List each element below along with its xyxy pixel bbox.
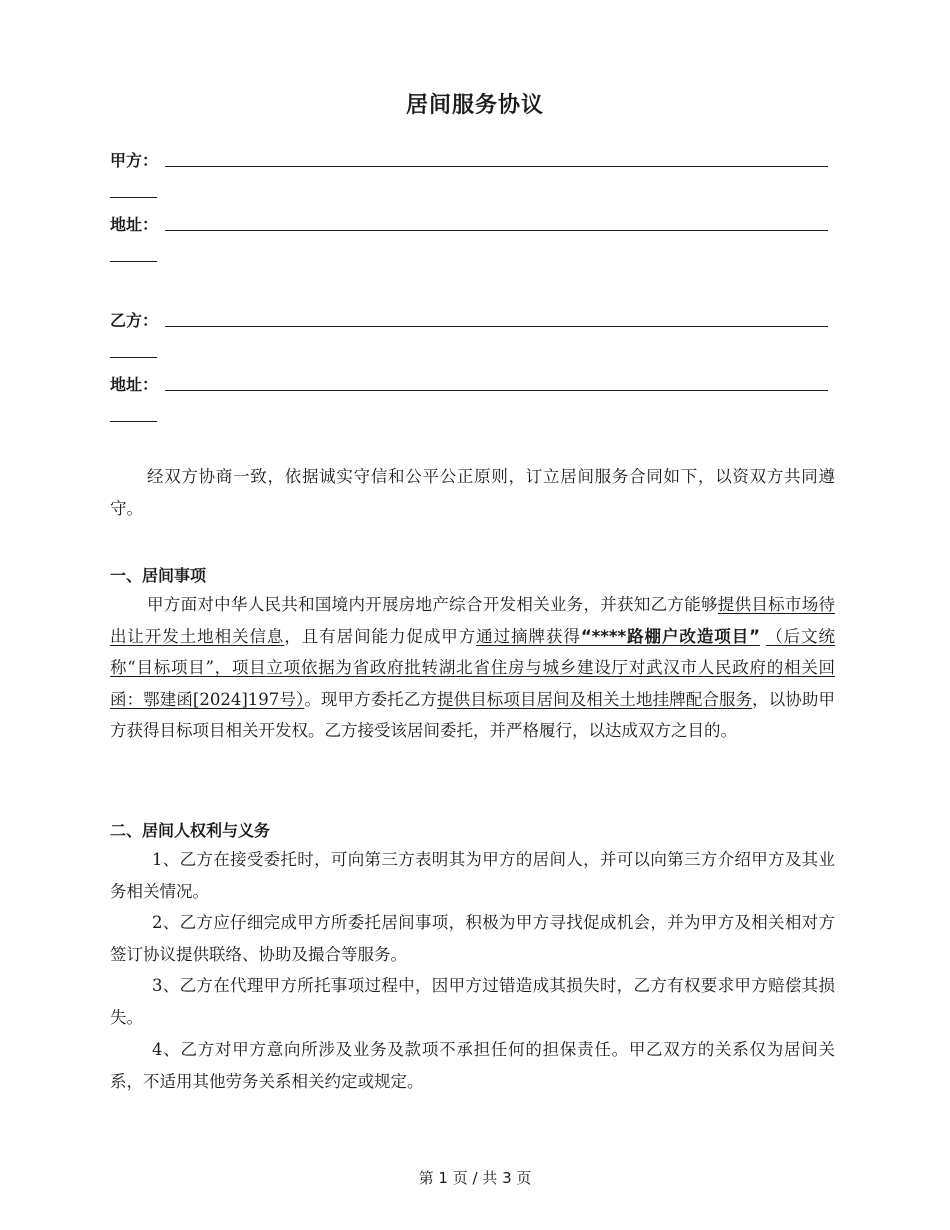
s1-project-name: “****路棚户改造项目” (580, 626, 761, 646)
s1-underline-info: 提供目标市场待出让开发土地相关信息 (110, 595, 836, 646)
section-1-paragraph (110, 589, 835, 747)
party-b-address-tail (110, 421, 157, 422)
s1-text-b: ，且有居间能力促成甲方 (284, 626, 477, 646)
s1-underline-service: 提供目标项目居间及相关土地挂牌配合服务 (437, 689, 753, 709)
party-a-address-tail (110, 261, 157, 262)
s1-text-d: ，以协助甲方获得目标项目相关开发权。乙方接受该居间委托，并严格履行，以达成双方之目的。 (110, 689, 836, 740)
party-a-blank-tail (110, 197, 157, 198)
page-number-footer: 第 1 页 / 共 3 页 (418, 1169, 532, 1187)
party-b-blank-line (165, 326, 828, 327)
party-b-blank-tail (110, 357, 157, 358)
party-a-label: 甲方： (110, 151, 159, 170)
section-2-item-1: 1、乙方在接受委托时，可向第三方表明其为甲方的居间人，并可以向第三方介绍甲方及其业务相关情况。 (110, 850, 835, 901)
party-a-address-line (165, 230, 828, 231)
party-a-blank-line (165, 166, 828, 167)
s1-text-a: 甲方面对中华人民共和国境内开展房地产综合开发相关业务，并获知乙方能够 (147, 595, 718, 614)
party-b-address-label: 地址： (110, 375, 159, 394)
section-2-item-3: 3、乙方在代理甲方所托事项过程中，因甲方过错造成其损失时，乙方有权要求甲方赔偿其损失。 (110, 976, 835, 1027)
document-title: 居间服务协议 (405, 93, 544, 118)
party-a-address-label: 地址： (110, 215, 159, 234)
party-b-label: 乙方： (110, 311, 159, 330)
section-1-heading: 一、居间事项 (110, 566, 207, 585)
s1-text-c: 。现甲方委托乙方 (304, 689, 438, 709)
s1-underline-obtain: 通过摘牌获得 (476, 626, 581, 646)
section-2-heading: 二、居间人权利与义务 (110, 821, 271, 840)
section-2-item-2: 2、乙方应仔细完成甲方所委托居间事项，积极为甲方寻找促成机会，并为甲方及相关相对方签订协议提供联络、协助及撮合等服务。 (110, 913, 835, 964)
s1-underline-basis: （后文统称“目标项目”，项目立项依据为省政府批转湖北省住房与城乡建设厅对武汉市人民政府的相关回函：鄂建函[2024]197号） (110, 626, 836, 709)
party-b-address-line (165, 390, 828, 391)
preamble-paragraph: 经双方协商一致，依据诚实守信和公平公正原则，订立居间服务合同如下，以资双方共同遵守。 (110, 467, 835, 518)
section-2-item-4: 4、乙方对甲方意向所涉及业务及款项不承担任何的担保责任。甲乙双方的关系仅为居间关系，不适用其他劳务关系相关约定或规定。 (110, 1040, 835, 1091)
